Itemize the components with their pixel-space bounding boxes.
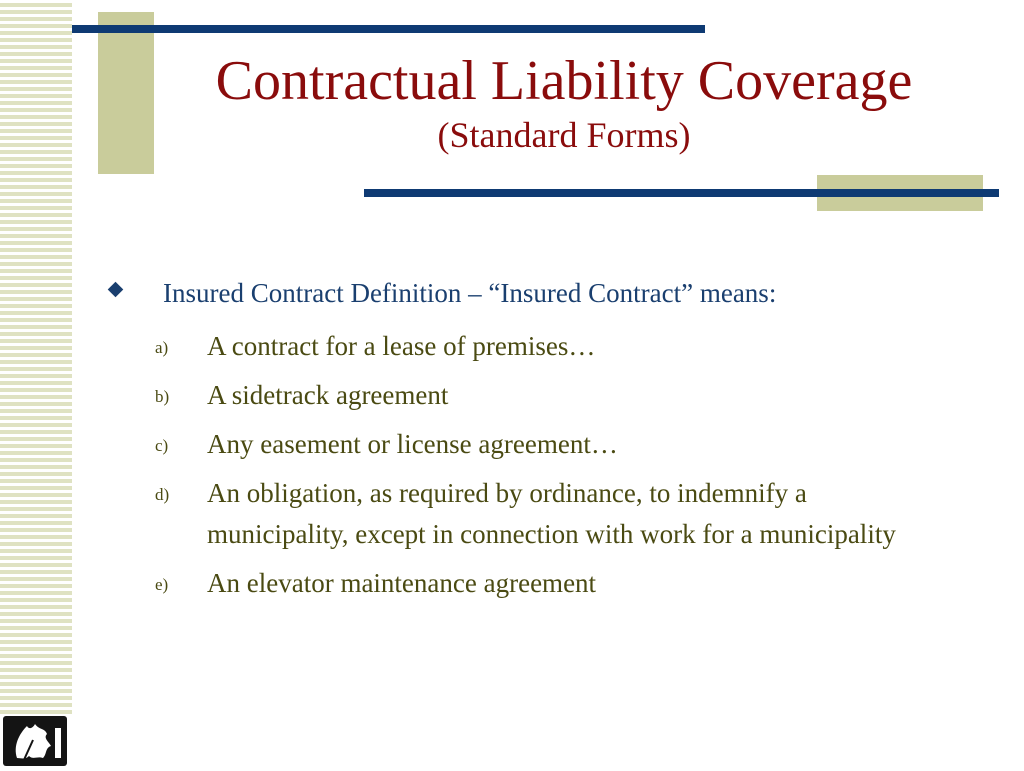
list-item-marker: a) bbox=[155, 338, 169, 357]
list-item bbox=[0, 473, 1024, 555]
diamond-icon bbox=[108, 282, 124, 298]
navy-accent-line-bottom bbox=[364, 189, 999, 197]
list-item bbox=[0, 563, 1024, 604]
slide-title: Contractual Liability Coverage bbox=[215, 50, 913, 112]
slide-subtitle: (Standard Forms) bbox=[437, 115, 691, 155]
leaf-icon bbox=[3, 716, 67, 766]
list-item-text: An obligation, as required by ordinance, to indemnify a municipality, except in connection with work for a municipality bbox=[207, 478, 896, 549]
definition-list bbox=[0, 326, 1024, 604]
list-item bbox=[0, 375, 1024, 416]
title-area bbox=[154, 48, 974, 156]
list-item bbox=[0, 424, 1024, 465]
list-item-marker: b) bbox=[155, 387, 170, 406]
list-item-marker: d) bbox=[155, 485, 170, 504]
list-item-text: A sidetrack agreement bbox=[207, 380, 449, 410]
navy-accent-line-top bbox=[72, 25, 705, 33]
list-item-text: Any easement or license agreement… bbox=[207, 429, 618, 459]
lead-bullet-text: Insured Contract Definition – “Insured Contract” means: bbox=[163, 278, 777, 308]
list-item-marker: c) bbox=[155, 436, 169, 455]
list-item-text: A contract for a lease of premises… bbox=[207, 331, 596, 361]
list-item bbox=[0, 326, 1024, 367]
khaki-accent-block-left bbox=[98, 12, 154, 174]
list-item-text: An elevator maintenance agreement bbox=[207, 568, 597, 598]
list-item-marker: e) bbox=[155, 575, 169, 594]
